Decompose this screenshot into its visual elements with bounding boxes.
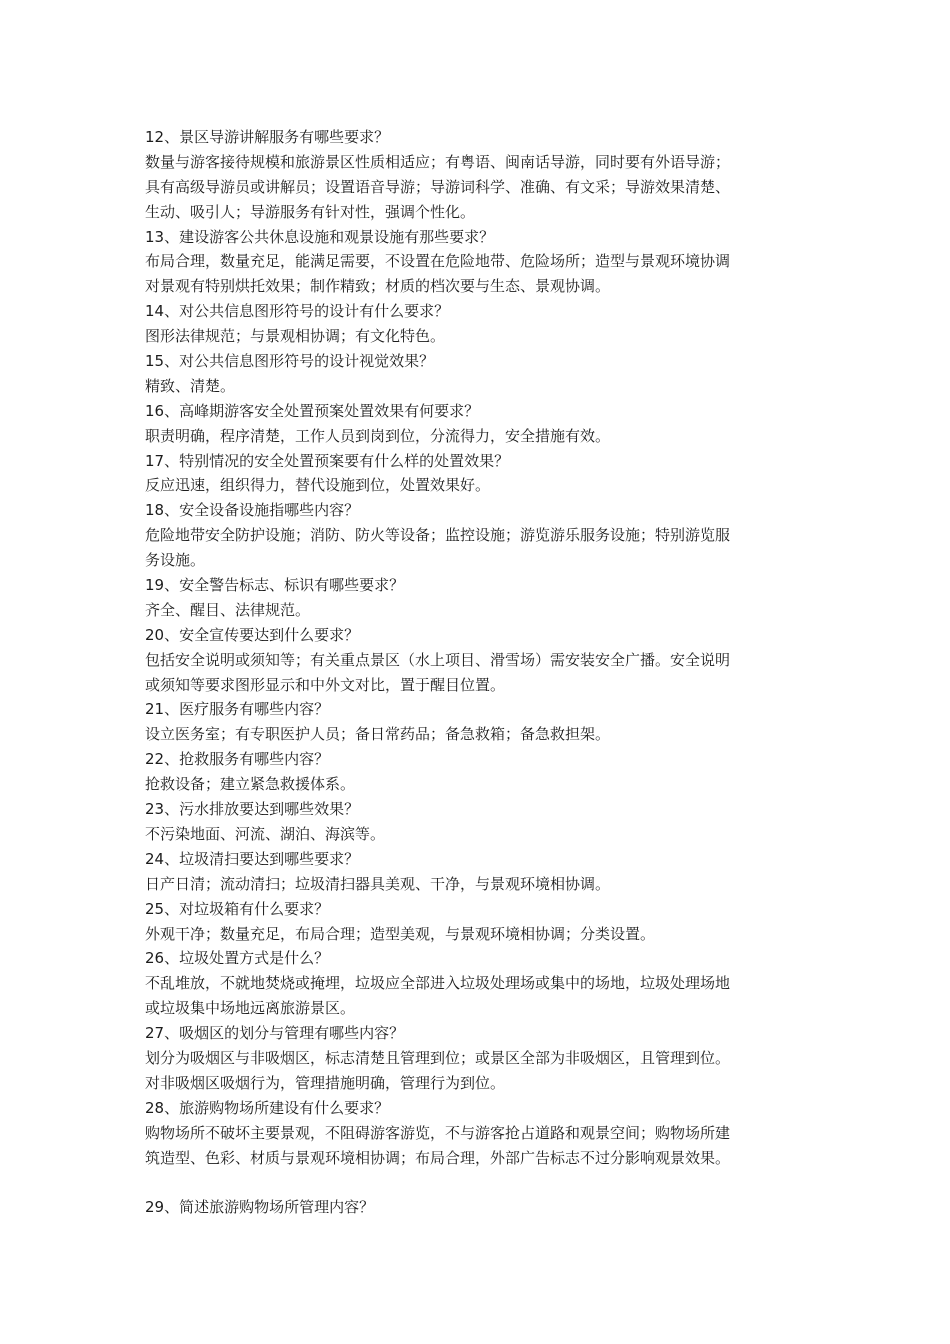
answer-16: 职责明确，程序清楚，工作人员到岗到位，分流得力，安全措施有效。: [145, 426, 611, 445]
question-29: 29、简述旅游购物场所管理内容？: [145, 1198, 375, 1217]
answer-20-line-2: 或须知等要求图形显示和中外文对比，置于醒目位置。: [145, 675, 506, 694]
answer-18-line-2: 务设施。: [145, 551, 206, 570]
answer-28-line-2: 筑造型、色彩、材质与景观环境相协调；布局合理，外部广告标志不过分影响观景效果。: [145, 1148, 731, 1167]
answer-18-line-1: 危险地带安全防护设施；消防、防火等设备；监控设施；游览游乐服务设施；特别游览服: [145, 526, 731, 545]
answer-17: 反应迅速，组织得力，替代设施到位，处置效果好。: [145, 476, 491, 495]
question-28: 28、旅游购物场所建设有什么要求？: [145, 1098, 390, 1117]
answer-27-line-1: 划分为吸烟区与非吸烟区，标志清楚且管理到位；或景区全部为非吸烟区，且管理到位。: [145, 1048, 731, 1067]
question-23: 23、污水排放要达到哪些效果？: [145, 800, 360, 819]
answer-21: 设立医务室；有专职医护人员；备日常药品；备急救箱；备急救担架。: [145, 725, 611, 744]
answer-12-line-3: 生动、吸引人；导游服务有针对性，强调个性化。: [145, 202, 476, 221]
answer-26-line-2: 或垃圾集中场地远离旅游景区。: [145, 999, 356, 1018]
answer-12-line-1: 数量与游客接待规模和旅游景区性质相适应；有粤语、闽南话导游，同时要有外语导游；: [145, 152, 731, 171]
question-15: 15、对公共信息图形符号的设计视觉效果？: [145, 352, 435, 371]
blank-line: [145, 1170, 825, 1195]
question-13: 13、建设游客公共休息设施和观景设施有那些要求？: [145, 227, 495, 246]
question-17: 17、特别情况的安全处置预案要有什么样的处置效果？: [145, 451, 510, 470]
answer-23: 不污染地面、河流、湖泊、海滨等。: [145, 824, 386, 843]
answer-27-line-2: 对非吸烟区吸烟行为，管理措施明确，管理行为到位。: [145, 1073, 506, 1092]
question-27: 27、吸烟区的划分与管理有哪些内容？: [145, 1024, 405, 1043]
answer-12-line-2: 具有高级导游员或讲解员；设置语音导游；导游词科学、准确、有文采；导游效果清楚、: [145, 177, 731, 196]
question-20: 20、安全宣传要达到什么要求？: [145, 625, 360, 644]
question-26: 26、垃圾处置方式是什么？: [145, 949, 330, 968]
answer-14: 图形法律规范；与景观相协调；有文化特色。: [145, 327, 446, 346]
question-21: 21、医疗服务有哪些内容？: [145, 700, 330, 719]
answer-28-line-1: 购物场所不破坏主要景观，不阻碍游客游览，不与游客抢占道路和观景空间；购物场所建: [145, 1123, 731, 1142]
document-body: [145, 125, 825, 1220]
question-18: 18、安全设备设施指哪些内容？: [145, 501, 360, 520]
question-19: 19、安全警告标志、标识有哪些要求？: [145, 576, 405, 595]
question-12: 12、景区导游讲解服务有哪些要求？: [145, 128, 390, 146]
question-14: 14、对公共信息图形符号的设计有什么要求？: [145, 302, 450, 321]
question-24: 24、垃圾清扫要达到哪些要求？: [145, 849, 360, 868]
answer-20-line-1: 包括安全说明或须知等；有关重点景区（水上项目、滑雪场）需安装安全广播。安全说明: [145, 650, 731, 669]
answer-25: 外观干净；数量充足，布局合理；造型美观，与景观环境相协调；分类设置。: [145, 924, 656, 943]
question-25: 25、对垃圾箱有什么要求？: [145, 899, 330, 918]
answer-24: 日产日清；流动清扫；垃圾清扫器具美观、干净，与景观环境相协调。: [145, 874, 611, 893]
answer-26-line-1: 不乱堆放，不就地焚烧或掩埋，垃圾应全部进入垃圾处理场或集中的场地，垃圾处理场地: [145, 974, 731, 993]
question-22: 22、抢救服务有哪些内容？: [145, 750, 330, 769]
answer-13-line-2: 对景观有特别烘托效果；制作精致；材质的档次要与生态、景观协调。: [145, 277, 611, 296]
answer-15: 精致、清楚。: [145, 376, 236, 395]
answer-19: 齐全、醒目、法律规范。: [145, 600, 311, 619]
answer-13-line-1: 布局合理，数量充足，能满足需要，不设置在危险地带、危险场所；造型与景观环境协调: [145, 252, 731, 271]
answer-22: 抢救设备；建立紧急救援体系。: [145, 775, 356, 794]
question-16: 16、高峰期游客安全处置预案处置效果有何要求？: [145, 401, 480, 420]
